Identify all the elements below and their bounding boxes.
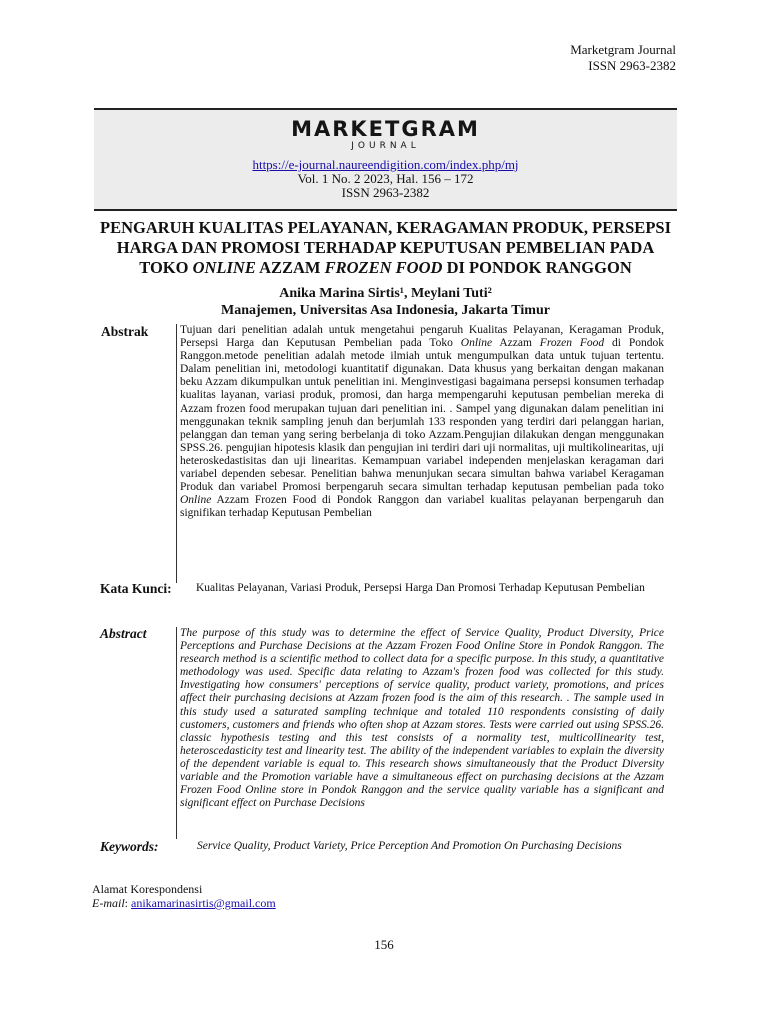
abstract-text: The purpose of this study was to determine the effect of Service Quality, Product Diversity, Price Perceptions and Purchase Decisions at the Azzam Frozen Food Online Store in Pondok Ranggon. The research method is a scientific method to collect data for a specific purpose. In this study, a quantitative methodology was used. Specific data relating to Azzam's frozen food was collected for this study. Investigating how consumers' perceptions of service quality, product variety, promotions, and prices affect their purchasing decisions at Azzam frozen food is the aim of this research. . The sample used in this study used a saturated sampling technique and totaled 110 respondents consisting of daily customers, customers and friends who often shop at Azzam stores. Tests were carried out using SPSS.26. classic hypothesis testing and this test consists of a normality test, multicollinearity test, heteroscedasticity test and linearity test. The ability of the independent variables to explain the diversity of the dependent variable is equal to. This research shows simultaneously that the Product Diversity variable and the Promotion variable have a simultaneous effect on purchasing decisions at the Azzam Frozen Food Online store in Pondok Ranggon and the service quality variable has a significant and significant effect on Purchase Decisions [176, 627, 664, 839]
email-link[interactable]: anikamarinasirtis@gmail.com [131, 896, 276, 910]
correspondence-email-line: E-mail: anikamarinasirtis@gmail.com [92, 896, 276, 910]
author-affiliation: Manajemen, Universitas Asa Indonesia, Jakarta Timur [221, 303, 550, 318]
running-header-journal: Marketgram Journal [570, 42, 676, 57]
title-line-2: HARGA DAN PROMOSI TERHADAP KEPUTUSAN PEMBELIAN PADA [116, 238, 655, 257]
running-header [570, 42, 676, 74]
abstrak-label: Abstrak [101, 324, 149, 339]
page-number: 156 [374, 937, 394, 952]
abstrak-text: Tujuan dari penelitian adalah untuk mengetahui pengaruh Kualitas Pelayanan, Keragaman Produk, Persepsi Harga dan Keputusan Pembelian pada Toko Online Azzam Frozen Food di Pondok Ranggon.metode penelitian adalah metode ilmiah untuk mengumpulkan data untuk tujuan tertentu. Dalam penelitian ini, metodologi kuantitatif digunakan. Data khusus yang berkaitan dengan makanan beku Azzam dikumpulkan untuk penelitian ini. Menginvestigasi bagaimana persepsi konsumen terhadap kualitas layanan, variasi produk, promosi, dan harga mempengaruhi keputusan pembelian mereka di Azzam frozen food merupakan tujuan dari penelitian ini. . Sampel yang digunakan dalam penelitian ini menggunakan teknik sampling jenuh dan berjumlah 133 responden yang terdiri dari pelanggan harian, pelanggan dan teman yang sering berbelanja di toko Azzam.Pengujian dilakukan dengan menggunakan SPSS.26. pengujian hipotesis klasik dan pengujian ini terdiri dari uji normalitas, uji multikolinearitas, uji heteroskedastisitas dan uji linearitas. Kemampuan variabel independen menjelaskan keragaman dari variabel dependen sebesar. Penelitian bahwa menunjukan secara simultan bahwa variabel Keragaman Produk dan variabel Promosi berpengaruh secara simultan terhadap keputusan pembelian pada toko Online Azzam Frozen Food di Pondok Ranggon dan variabel kualitas pelayanan berpengaruh dan signifikan terhadap Keputusan Pembelian [176, 324, 664, 583]
correspondence-heading: Alamat Korespondensi [92, 882, 203, 896]
author-names: Anika Marina Sirtis¹, Meylani Tuti² [279, 286, 492, 301]
title-line-3: TOKO ONLINE AZZAM FROZEN FOOD DI PONDOK RANGGON [139, 258, 632, 277]
journal-logo-subtitle: JOURNAL [351, 141, 420, 151]
journal-masthead [94, 108, 677, 211]
correspondence-block [92, 882, 276, 910]
journal-logo: MARKETGRAM [291, 117, 480, 141]
author-block [94, 285, 677, 319]
kata-kunci-label: Kata Kunci: [100, 581, 172, 596]
journal-url-link[interactable]: https://e-journal.naureendigition.com/index.php/mj [252, 157, 519, 172]
masthead-issn: ISSN 2963-2382 [341, 185, 430, 200]
article-title [94, 218, 677, 278]
kata-kunci-text: Kualitas Pelayanan, Variasi Produk, Persepsi Harga Dan Promosi Terhadap Keputusan Pembelian [196, 582, 645, 594]
keywords-text: Service Quality, Product Variety, Price Perception And Promotion On Purchasing Decisions [197, 840, 622, 852]
running-header-issn: ISSN 2963-2382 [588, 58, 676, 73]
keywords-label: Keywords: [100, 839, 159, 854]
title-line-1: PENGARUH KUALITAS PELAYANAN, KERAGAMAN PRODUK, PERSEPSI [100, 218, 671, 237]
abstract-label: Abstract [100, 626, 147, 641]
volume-info: Vol. 1 No. 2 2023, Hal. 156 – 172 [297, 171, 474, 186]
